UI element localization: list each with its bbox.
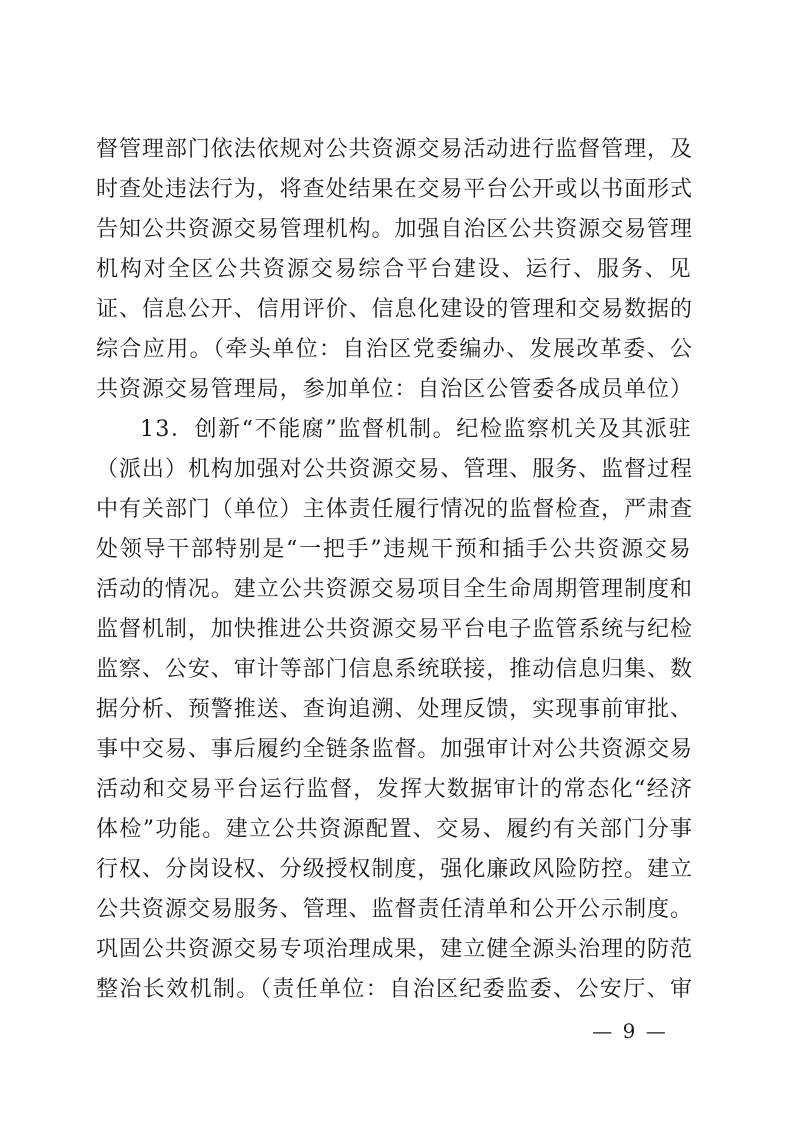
text-line: 活动和交易平台运行监督，发挥大数据审计的常态化“经济: [96, 777, 692, 802]
text-line: 机构对全区公共资源交易综合平台建设、运行、服务、见: [96, 257, 692, 282]
text-line: 公共资源交易服务、管理、监督责任清单和公开公示制度。: [96, 897, 692, 922]
text-line: 处领导干部特别是“一把手”违规干预和插手公共资源交易: [96, 537, 692, 562]
text-line: 事中交易、事后履约全链条监督。加强审计对公共资源交易: [96, 737, 692, 762]
text-line: 巩固公共资源交易专项治理成果，建立健全源头治理的防范: [96, 937, 692, 962]
text-line: 证、信息公开、信用评价、信息化建设的管理和交易数据的: [96, 297, 692, 322]
text-line: 据分析、预警推送、查询追溯、处理反馈，实现事前审批、: [96, 697, 692, 722]
text-line: 监察、公安、审计等部门信息系统联接，推动信息归集、数: [96, 657, 692, 682]
text-line: 体检”功能。建立公共资源配置、交易、履约有关部门分事: [96, 817, 692, 842]
text-line: 中有关部门（单位）主体责任履行情况的监督检查，严肃查: [96, 497, 692, 522]
text-line: （派出）机构加强对公共资源交易、管理、服务、监督过程: [96, 457, 692, 482]
text-line: 时查处违法行为，将查处结果在交易平台公开或以书面形式: [96, 177, 692, 202]
text-line: 整治长效机制。（责任单位：自治区纪委监委、公安厅、审: [96, 977, 694, 1002]
body-text: [96, 130, 692, 1010]
text-line: 监督机制，加快推进公共资源交易平台电子监管系统与纪检: [96, 617, 692, 642]
text-line: 活动的情况。建立公共资源交易项目全生命周期管理制度和: [96, 577, 692, 602]
text-line: 综合应用。（牵头单位：自治区党委编办、发展改革委、公: [96, 337, 694, 362]
text-line: 告知公共资源交易管理机构。加强自治区公共资源交易管理: [96, 217, 692, 242]
text-line: 行权、分岗设权、分级授权制度，强化廉政风险防控。建立: [96, 857, 692, 882]
page-number: — 9 —: [592, 1019, 668, 1043]
text-line: 共资源交易管理局，参加单位：自治区公管委各成员单位）: [96, 377, 692, 402]
section-heading-line: 13．创新“不能腐”监督机制。纪检监察机关及其派驻: [140, 417, 692, 442]
text-line: 督管理部门依法依规对公共资源交易活动进行监督管理，及: [96, 137, 692, 162]
